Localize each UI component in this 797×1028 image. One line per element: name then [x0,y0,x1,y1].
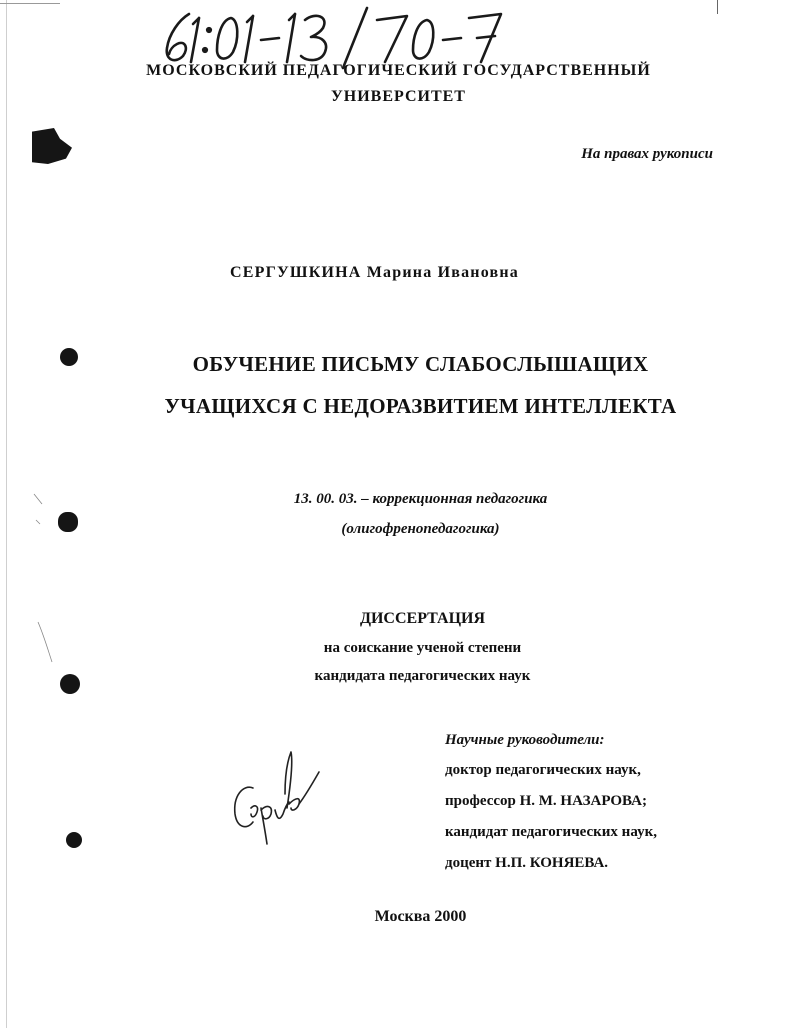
degree-line-1: на соискание ученой степени [323,640,522,656]
scan-top-line [0,3,60,4]
advisor-2-degree: кандидат педагогических наук, [445,824,657,840]
author-name: СЕРГУШКИНА Марина Ивановна [230,264,519,281]
advisors-block [445,729,745,883]
scan-corner-line [717,0,718,14]
document-type: ДИССЕРТАЦИЯ [359,610,486,627]
scan-punch-mark [60,348,78,366]
advisor-2-name: доцент Н.П. КОНЯЕВА. [445,855,609,871]
university-name-line-2: УНИВЕРСИТЕТ [331,88,466,105]
specialty-name: (олигофренопедагогика) [341,521,500,537]
scan-punch-mark [58,512,78,532]
advisor-1-name: профессор Н. М. НАЗАРОВА; [445,793,647,809]
place-and-year: Москва 2000 [374,908,467,925]
university-name-line-1: МОСКОВСКИЙ ПЕДАГОГИЧЕСКИЙ ГОСУДАРСТВЕННЫЙ [146,62,651,79]
scan-punch-mark [32,128,72,164]
rights-note: На правах рукописи [581,146,713,162]
advisors-heading: Научные руководители: [445,732,605,748]
scan-punch-mark [60,674,80,694]
dissertation-title-line-1: ОБУЧЕНИЕ ПИСЬМУ СЛАБОСЛЫШАЩИХ [192,352,649,376]
scan-punch-mark [66,832,82,848]
scan-specks [30,490,60,670]
advisor-1-degree: доктор педагогических наук, [445,762,641,778]
specialty-code: 13. 00. 03. – коррекционная педагогика [293,491,548,507]
dissertation-title-line-2: УЧАЩИХСЯ С НЕДОРАЗВИТИЕМ ИНТЕЛЛЕКТА [164,394,677,418]
degree-line-2: кандидата педагогических наук [314,668,531,684]
author-signature [225,748,325,853]
scan-edge-line [6,0,7,1028]
